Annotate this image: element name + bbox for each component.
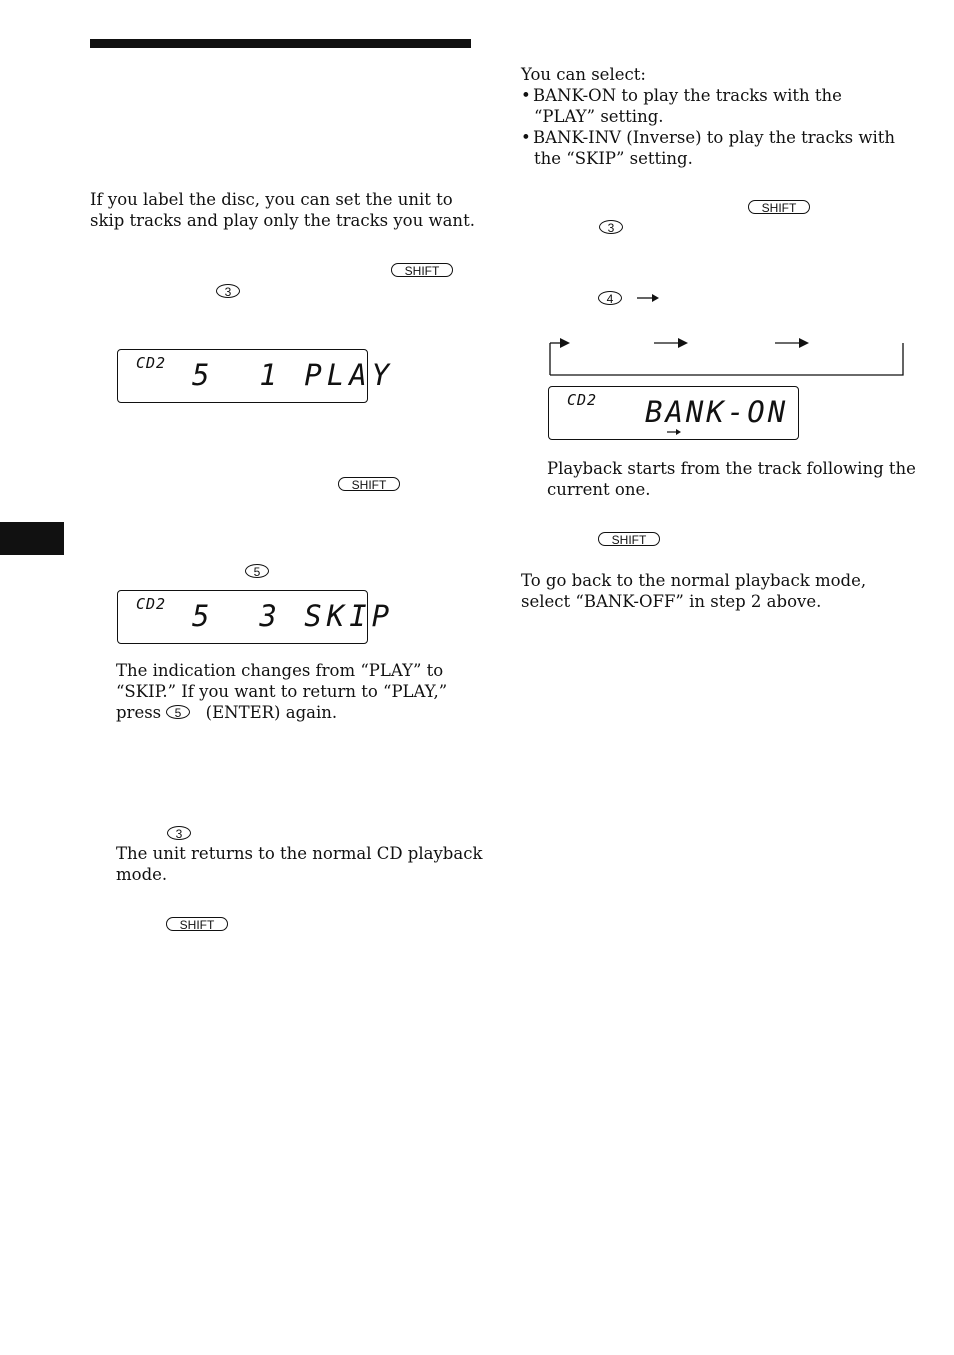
note-line: Playback starts from the track following the bbox=[547, 459, 916, 478]
lcd-main-text: BANK-ON bbox=[645, 395, 789, 429]
shift-key-icon: SHIFT bbox=[598, 532, 660, 546]
playback-note bbox=[547, 458, 916, 500]
note-line: select “BANK-OFF” in step 2 above. bbox=[521, 592, 822, 611]
shift-key-icon: SHIFT bbox=[338, 477, 400, 491]
back-note bbox=[521, 570, 866, 612]
lcd-disc-tag: CD2 bbox=[136, 354, 167, 372]
note-line: “SKIP.” If you want to return to “PLAY,” bbox=[116, 682, 448, 701]
bullet-item: • BANK-INV (Inverse) to play the tracks with bbox=[521, 128, 896, 147]
lcd-arrow-icon bbox=[666, 428, 682, 436]
cycle-diagram bbox=[546, 332, 908, 380]
lcd-display-play bbox=[117, 349, 395, 403]
lcd-main-text: 5 3 SKIP bbox=[192, 599, 395, 633]
note-line: The indication changes from “PLAY” to bbox=[116, 661, 444, 680]
shift-key-icon: SHIFT bbox=[166, 917, 228, 931]
shift-key-icon: SHIFT bbox=[748, 200, 810, 214]
cycle-arrow-icon bbox=[560, 338, 570, 348]
section-tab bbox=[0, 522, 64, 555]
note-text: (ENTER) again. bbox=[205, 703, 338, 722]
lcd-disc-tag: CD2 bbox=[567, 391, 598, 409]
arrow-right-icon bbox=[636, 292, 660, 304]
shift-key-icon: SHIFT bbox=[391, 263, 453, 277]
button-4-icon: 4 bbox=[598, 291, 622, 305]
lcd-main-text: 5 1 PLAY bbox=[192, 358, 395, 392]
lcd-disc-tag: CD2 bbox=[136, 595, 167, 613]
note-line: To go back to the normal playback mode, bbox=[521, 571, 867, 590]
button-3-icon: 3 bbox=[216, 284, 240, 298]
select-heading: You can select: bbox=[521, 65, 646, 84]
bullet-item: the “SKIP” setting. bbox=[534, 149, 693, 168]
button-3-icon: 3 bbox=[599, 220, 623, 234]
note-line: The unit returns to the normal CD playback bbox=[116, 844, 483, 863]
bullet-item: “PLAY” setting. bbox=[534, 107, 664, 126]
lcd-display-skip bbox=[117, 590, 395, 644]
header-rule bbox=[90, 39, 471, 48]
lcd-display-bank bbox=[548, 386, 799, 440]
cycle-arrow-icon bbox=[799, 338, 809, 348]
note-line: current one. bbox=[547, 480, 651, 499]
button-5-icon: 5 bbox=[245, 564, 269, 578]
button-3-icon: 3 bbox=[167, 826, 191, 840]
bullet-item: • BANK-ON to play the tracks with the bbox=[521, 86, 842, 105]
select-list bbox=[521, 64, 895, 169]
cycle-arrow-icon bbox=[678, 338, 688, 348]
button-5-icon: 5 bbox=[166, 705, 190, 719]
return-note bbox=[116, 843, 482, 885]
intro-text: If you label the disc, you can set the unit to skip tracks and play only the tracks you want. bbox=[90, 190, 475, 230]
note-line: mode. bbox=[116, 865, 168, 884]
note-text: press bbox=[116, 703, 162, 722]
